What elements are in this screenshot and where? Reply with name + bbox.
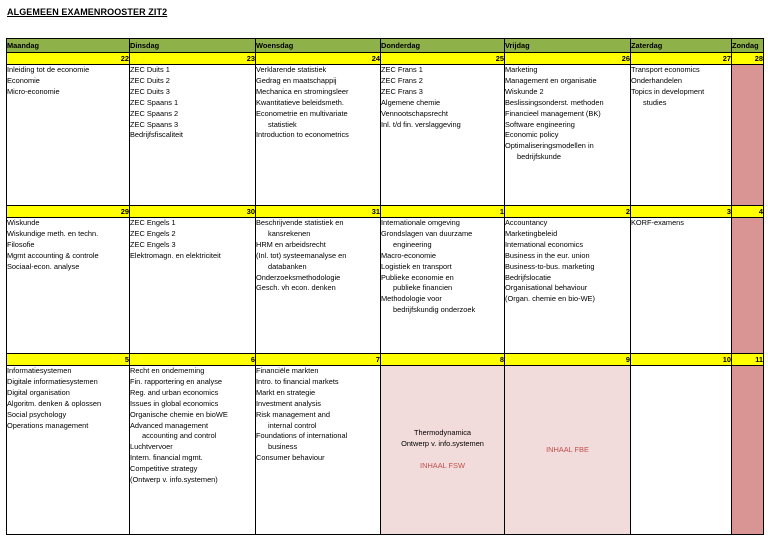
exam-course: Software engineering	[505, 119, 575, 129]
day-cell	[256, 65, 381, 206]
exam-course: databanken	[268, 261, 307, 271]
date-cell: 31	[256, 206, 381, 218]
exam-course: Bedrijfsfiscaliteit	[130, 130, 183, 140]
exam-course: statistiek	[268, 119, 297, 129]
day-cell	[7, 65, 130, 206]
exam-course: accounting and control	[142, 431, 217, 441]
exam-course: (Organ. chemie en bio-WE)	[505, 294, 595, 304]
exam-course: Informatiesystemen	[7, 366, 72, 375]
exam-course: Beslissingsonderst. methoden	[505, 97, 604, 107]
inhaal-course: Thermodynamica	[413, 428, 472, 438]
exam-course: Wiskunde 2	[505, 86, 544, 96]
exam-course: Transport economics	[631, 65, 700, 74]
exam-course: Business-to-bus. marketing	[505, 261, 595, 271]
day-header-4: Donderdag	[381, 39, 505, 53]
date-cell: 10	[631, 354, 732, 366]
inhaal-fsw-cell	[381, 366, 505, 535]
exam-course: Financiële markten	[256, 366, 319, 375]
exam-course: Organisational behaviour	[505, 283, 588, 293]
date-cell: 24	[256, 53, 381, 65]
date-cell: 29	[7, 206, 130, 218]
exam-course: Internationale omgeving	[381, 218, 460, 227]
date-cell: 1	[381, 206, 505, 218]
exam-course: Economic policy	[505, 130, 559, 140]
exam-course: Economie	[7, 75, 40, 85]
exam-course: KORF-examens	[631, 218, 684, 227]
exam-course: ZEC Duits 1	[130, 65, 170, 74]
exam-course: ZEC Duits 2	[130, 75, 170, 85]
exam-course: Grondslagen van duurzame	[381, 228, 473, 238]
day-cell	[130, 65, 256, 206]
exam-course: Fin. rapportering en analyse	[130, 376, 223, 386]
date-row	[7, 53, 764, 65]
exam-course: Algemene chemie	[381, 97, 441, 107]
day-cell	[256, 366, 381, 535]
date-cell: 6	[130, 354, 256, 366]
exam-course: Organische chemie en bioWE	[130, 409, 228, 419]
day-header-row	[7, 39, 764, 53]
day-cell	[505, 218, 631, 354]
exam-course: Business in the eur. union	[505, 250, 590, 260]
exam-course: Micro-economie	[7, 86, 60, 96]
exam-course: Intro. to financial markets	[256, 376, 339, 386]
day-header-3: Woensdag	[256, 39, 381, 53]
day-cell	[7, 366, 130, 535]
day-cell	[130, 218, 256, 354]
exam-course: Filosofie	[7, 239, 35, 249]
day-cell	[381, 65, 505, 206]
exam-course: Econometrie en multivariate	[256, 108, 348, 118]
date-cell: 2	[505, 206, 631, 218]
exam-course: ZEC Frans 2	[381, 75, 423, 85]
exam-course: HRM en arbeidsrecht	[256, 239, 326, 249]
exam-course: Inl. t/d fin. verslaggeving	[381, 119, 461, 129]
exam-course: Methodologie voor	[381, 294, 442, 304]
day-cell	[7, 218, 130, 354]
exam-course: Marketing	[505, 65, 538, 74]
exam-course: (Ontwerp v. info.systemen)	[130, 475, 218, 485]
date-cell: 11	[732, 354, 764, 366]
exam-course: Mgmt accounting & controle	[7, 250, 99, 260]
exam-course: Operations management	[7, 420, 89, 430]
day-cell	[732, 65, 764, 206]
exam-course: publieke financien	[393, 283, 453, 293]
date-cell: 3	[631, 206, 732, 218]
exam-course: Publieke economie en	[381, 272, 454, 282]
exam-course: Social psychology	[7, 409, 67, 419]
exam-course: bedrijfskundig onderzoek	[393, 305, 476, 315]
exam-course: ZEC Spaans 3	[130, 119, 179, 129]
exam-course: International economics	[505, 239, 584, 249]
date-cell: 27	[631, 53, 732, 65]
date-cell: 8	[381, 354, 505, 366]
date-cell: 23	[130, 53, 256, 65]
exam-course: engineering	[393, 239, 432, 249]
day-header-1: Maandag	[7, 39, 130, 53]
exam-course: ZEC Duits 3	[130, 86, 170, 96]
exam-course: Algoritm. denken & oplossen	[7, 398, 102, 408]
exam-course: Onderhandelen	[631, 75, 682, 85]
inhaal-fsw-label: INHAAL FSW	[420, 461, 465, 471]
exam-course: Topics in development	[631, 86, 705, 96]
exam-course: Mechanica en stromingsleer	[256, 86, 349, 96]
exam-course: Intern. financial mgmt.	[130, 453, 203, 463]
exam-course: ZEC Engels 3	[130, 239, 176, 249]
inhaal-course: Ontwerp v. info.systemen	[401, 438, 484, 448]
exam-course: business	[268, 442, 298, 452]
exam-course: Marketingbeleid	[505, 228, 558, 238]
exam-course: Optimaliseringsmodellen in	[505, 141, 594, 151]
date-cell: 5	[7, 354, 130, 366]
exam-course: ZEC Spaans 2	[130, 108, 179, 118]
exam-course: ZEC Engels 1	[130, 218, 176, 227]
exam-course: Consumer behaviour	[256, 453, 325, 463]
exam-course: Wiskunde	[7, 218, 40, 227]
exam-course: Beschrijvende statistiek en	[256, 218, 344, 227]
exam-course: Vennootschapsrecht	[381, 108, 448, 118]
exam-course: Sociaal-econ. analyse	[7, 261, 80, 271]
date-cell: 9	[505, 354, 631, 366]
exam-course: Accountancy	[505, 218, 548, 227]
exam-course: bedrijfskunde	[517, 152, 561, 162]
exam-course: Introduction to econometrics	[256, 130, 349, 140]
day-cell	[631, 366, 732, 535]
day-header-2: Dinsdag	[130, 39, 256, 53]
date-cell: 22	[7, 53, 130, 65]
exam-course: internal control	[268, 420, 317, 430]
exam-course: Digital organisation	[7, 387, 70, 397]
exam-course: Competitive strategy	[130, 464, 198, 474]
exam-course: kansrekenen	[268, 228, 311, 238]
exam-course: Gesch. vh econ. denken	[256, 283, 336, 293]
exam-course: Investment analysis	[256, 398, 321, 408]
date-cell: 25	[381, 53, 505, 65]
exam-course: Verklarende statistiek	[256, 65, 327, 74]
exam-course: Issues in global economics	[130, 398, 219, 408]
week-content-row	[7, 366, 764, 535]
exam-course: Risk management and	[256, 409, 330, 419]
date-cell: 4	[732, 206, 764, 218]
exam-course: studies	[643, 97, 667, 107]
day-cell	[256, 218, 381, 354]
exam-course: Logistiek en transport	[381, 261, 452, 271]
date-row	[7, 354, 764, 366]
exam-course: Foundations of international	[256, 431, 348, 441]
exam-course: Management en organisatie	[505, 75, 597, 85]
day-cell	[631, 65, 732, 206]
page-title: ALGEMEEN EXAMENROOSTER ZIT2	[7, 7, 168, 17]
exam-course: Markt en strategie	[256, 387, 316, 397]
exam-course: Reg. and urban economics	[130, 387, 219, 397]
date-row	[7, 206, 764, 218]
day-header-6: Zaterdag	[631, 39, 732, 53]
day-cell	[732, 218, 764, 354]
exam-course: ZEC Spaans 1	[130, 97, 179, 107]
exam-course: Recht en ondememing	[130, 366, 205, 375]
day-cell	[732, 366, 764, 535]
exam-course: Financieel management (BK)	[505, 108, 601, 118]
inhaal-fbe-label: INHAAL FBE	[546, 444, 589, 454]
exam-course: Macro-economie	[381, 250, 437, 260]
day-cell	[130, 366, 256, 535]
exam-course: Wiskundige meth. en techn.	[7, 228, 99, 238]
date-cell: 26	[505, 53, 631, 65]
exam-course: Luchtvervoer	[130, 442, 173, 452]
day-header-7: Zondag	[732, 39, 764, 53]
date-cell: 28	[732, 53, 764, 65]
exam-course: Inleiding tot de economie	[7, 65, 90, 74]
exam-course: ZEC Frans 1	[381, 65, 423, 74]
exam-schedule-table	[6, 38, 764, 535]
day-header-5: Vrijdag	[505, 39, 631, 53]
exam-course: Onderzoeksmethodologie	[256, 272, 341, 282]
exam-course: Advanced management	[130, 420, 209, 430]
exam-course: Bedrijfslocatie	[505, 272, 552, 282]
exam-course: ZEC Engels 2	[130, 228, 176, 238]
day-cell	[631, 218, 732, 354]
day-cell	[381, 218, 505, 354]
exam-course: Kwantitatieve beleidsmeth.	[256, 97, 344, 107]
date-cell: 7	[256, 354, 381, 366]
exam-course: Gedrag en maatschappij	[256, 75, 337, 85]
date-cell: 30	[130, 206, 256, 218]
exam-course: (Inl. tot) systeemanalyse en	[256, 250, 347, 260]
week-content-row	[7, 218, 764, 354]
inhaal-fbe-cell	[505, 366, 631, 535]
day-cell	[505, 65, 631, 206]
exam-course: Digitale informatiesystemen	[7, 376, 98, 386]
exam-course: ZEC Frans 3	[381, 86, 423, 96]
exam-course: Elektromagn. en elektriciteit	[130, 250, 221, 260]
week-content-row	[7, 65, 764, 206]
